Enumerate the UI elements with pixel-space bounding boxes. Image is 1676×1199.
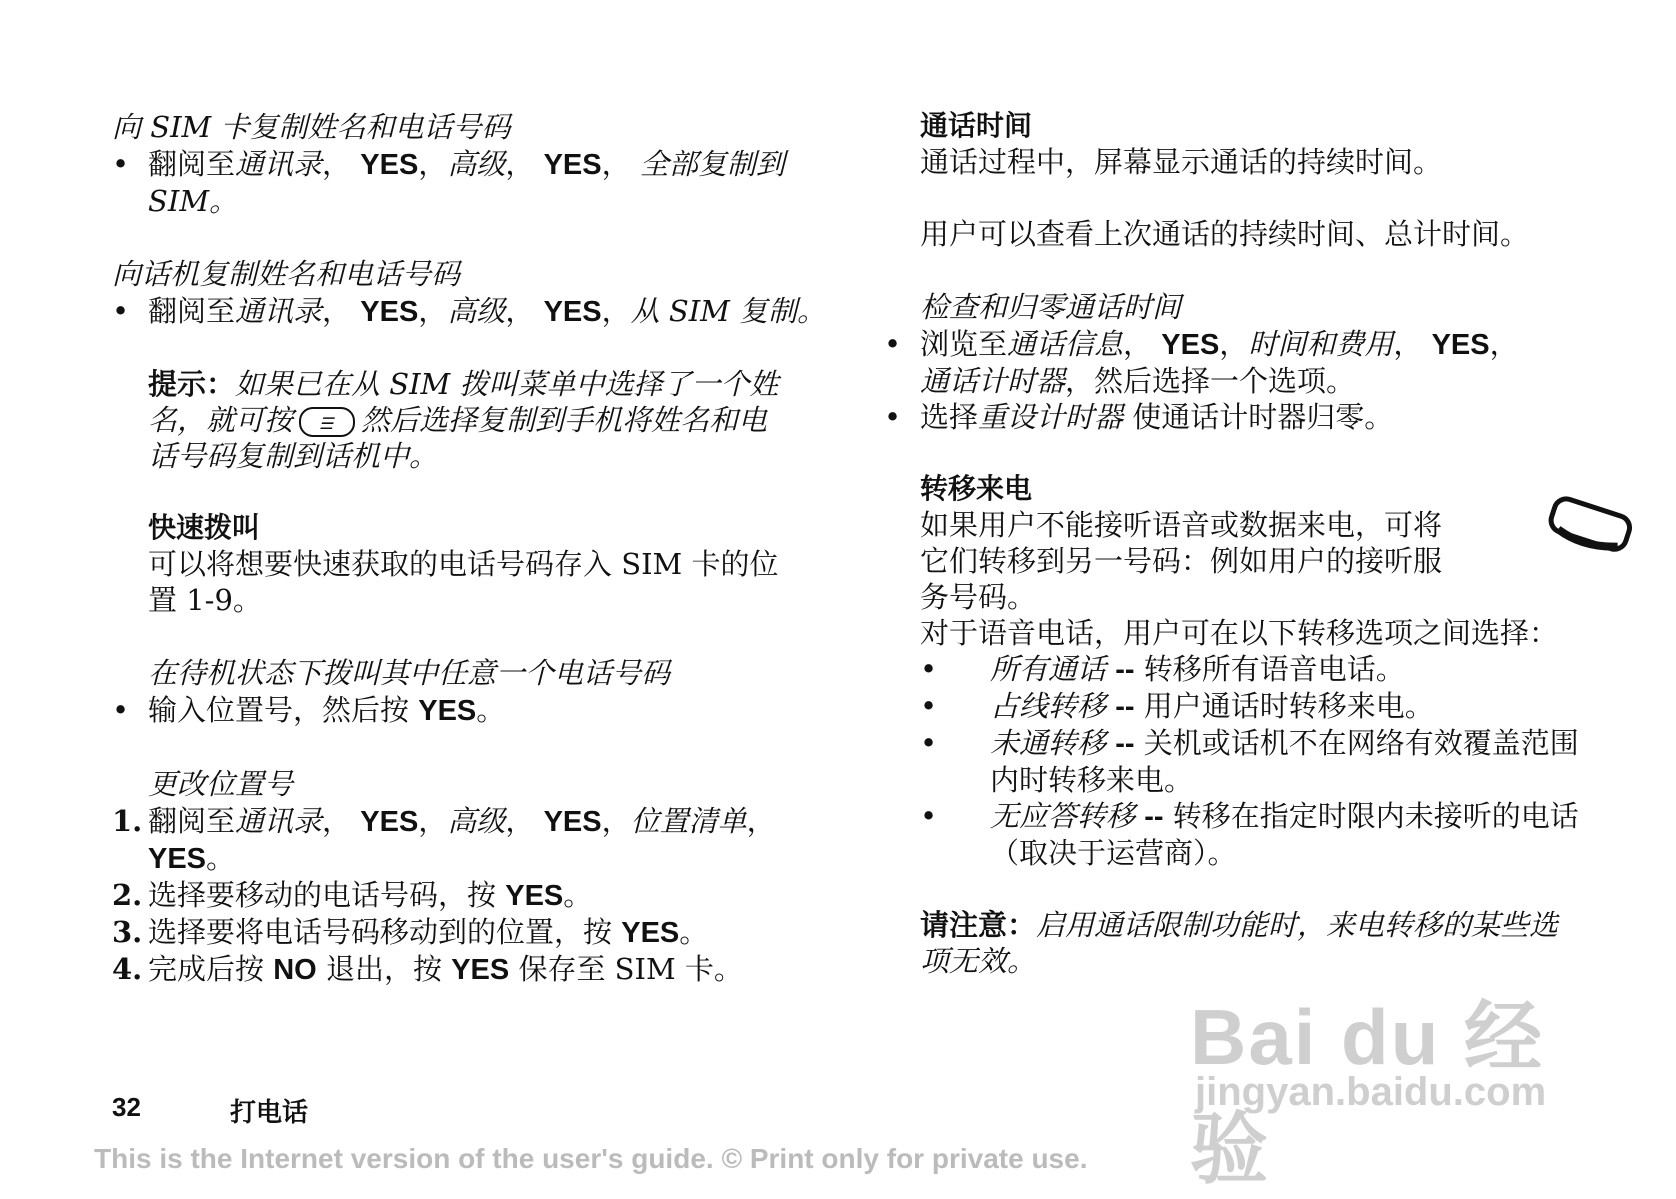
step-number: 3. [112, 915, 143, 949]
text: 转移在指定时限内未接听的电话 [1172, 799, 1579, 833]
section-title-change-position: 更改位置号 [148, 767, 294, 801]
text: 保存至 SIM 卡。 [518, 952, 743, 986]
yes-key-label: YES [360, 806, 419, 838]
text: 选择要将电话号码移动到的位置，按 [148, 915, 613, 949]
sep: ， [322, 804, 352, 838]
yes-key-label: YES [1161, 329, 1220, 361]
list-item [112, 146, 862, 183]
option-no-reply: 无应答转移 [990, 799, 1136, 833]
watermark-url: jingyan.baidu.com [1195, 1070, 1547, 1114]
list-item-continuation: SIM。 [148, 184, 239, 218]
note-label: 请注意： [920, 908, 1037, 942]
tip-label: 提示： [148, 367, 236, 401]
text: 。 [206, 841, 236, 875]
text: 输入位置号，然后按 [148, 693, 410, 727]
list-item [112, 692, 862, 729]
text: 翻阅至 [148, 294, 236, 328]
paragraph: 它们转移到另一号码：例如用户的接听服 [920, 544, 1443, 578]
sep: ， [746, 804, 776, 838]
step-number: 2. [112, 878, 143, 912]
sep: ， [322, 294, 352, 328]
sep: ， [601, 294, 631, 328]
text: 选择 [920, 400, 979, 434]
yes-key-label: YES [505, 880, 564, 912]
option-all-calls: 所有通话 [990, 652, 1107, 686]
list-item [112, 293, 862, 330]
paragraph: 务号码。 [920, 580, 1037, 614]
menu-path-copy-from-sim: 从 SIM 复制。 [630, 294, 827, 328]
menu-key-icon [299, 407, 355, 437]
text: 翻阅至 [148, 804, 236, 838]
text: 浏览至 [920, 327, 1008, 361]
section-title-speed-dial: 快速拨叫 [148, 511, 261, 544]
text: 。 [476, 693, 506, 727]
text: 退出，按 [325, 952, 442, 986]
paragraph: 用户可以查看上次通话的持续时间、总计时间。 [920, 217, 1530, 251]
section-title-copy-to-sim: 向 SIM 卡复制姓名和电话号码 [112, 110, 511, 144]
list-item-continuation: 内时转移来电。 [990, 763, 1194, 797]
page-number: 32 [112, 1092, 141, 1122]
list-item [884, 326, 1640, 363]
menu-path-call-info: 通话信息 [1007, 327, 1124, 361]
sep: ， [601, 147, 631, 181]
tip-text: 如果已在从 SIM 拨叫菜单中选择了一个姓 [235, 367, 779, 401]
tip [112, 366, 862, 402]
step-4 [112, 951, 862, 988]
watermark-brand: Bai du 经验 [1190, 993, 1545, 1193]
list-item [920, 725, 1640, 762]
tip-text: 然后选择复制到手机将姓名和电 [361, 403, 768, 437]
tip-text: 名，就可按 [148, 403, 294, 437]
menu-path-time-cost: 时间和费用 [1248, 327, 1394, 361]
step-number: 4. [112, 952, 143, 986]
tip-line [112, 402, 862, 438]
watermark [1190, 955, 1590, 1193]
text: 用户通话时转移来电。 [1143, 689, 1434, 723]
step-1 [112, 803, 862, 840]
menu-path-copy-all: 全部复制到 [639, 147, 785, 181]
sep: ， [1219, 327, 1249, 361]
menu-path-reset-timer: 重设计时器 [978, 400, 1124, 434]
step-1-continuation [112, 840, 862, 877]
note [920, 907, 1640, 943]
right-column [920, 108, 1640, 979]
note-line: 项无效。 [920, 944, 1037, 978]
section-title-copy-to-phone: 向话机复制姓名和电话号码 [112, 257, 461, 291]
text: 使通话计时器归零。 [1132, 400, 1394, 434]
text: 完成后按 [148, 952, 265, 986]
option-busy: 占线转移 [990, 689, 1107, 723]
sep: ， [601, 804, 631, 838]
sep: ， [1123, 327, 1153, 361]
text: 翻阅至 [148, 147, 236, 181]
sep: ， [322, 147, 352, 181]
yes-key-label: YES [543, 296, 602, 328]
paragraph: 如果用户不能接听语音或数据来电，可将 [920, 508, 1443, 542]
section-title-divert: 转移来电 [920, 472, 1033, 505]
yes-key-label: YES [451, 954, 510, 986]
menu-path-position-list: 位置清单 [630, 804, 747, 838]
menu-path-advanced: 高级 [447, 804, 506, 838]
list-item [920, 798, 1640, 835]
yes-key-label: YES [543, 806, 602, 838]
step-2 [112, 877, 862, 914]
yes-key-label: YES [360, 149, 419, 181]
dash: -- [1115, 654, 1135, 686]
disclaimer: This is the Internet version of the user's guide. © Print only for private use. [94, 1143, 1088, 1174]
text: 。 [679, 915, 709, 949]
sep: ， [505, 294, 535, 328]
menu-path-contacts: 通讯录 [235, 294, 323, 328]
list-item [884, 399, 1640, 435]
dash: -- [1115, 728, 1135, 760]
text: 。 [563, 878, 593, 912]
text: 转移所有语音电话。 [1143, 652, 1405, 686]
section-title-standby-call: 在待机状态下拨叫其中任意一个电话号码 [148, 656, 671, 690]
sep: ， [505, 804, 535, 838]
yes-key-label: YES [543, 149, 602, 181]
section-title-check-reset: 检查和归零通话时间 [920, 290, 1182, 324]
tip-line: 话号码复制到话机中。 [148, 439, 439, 473]
section-title-call-time: 通话时间 [920, 109, 1033, 142]
menu-path-advanced: 高级 [447, 147, 506, 181]
dash: -- [1144, 801, 1164, 833]
chapter-title: 打电话 [230, 1098, 309, 1128]
sep: ， [418, 804, 448, 838]
option-not-reachable: 未通转移 [990, 726, 1107, 760]
sep: ， [1489, 327, 1519, 361]
list-item [920, 688, 1640, 725]
paragraph: 对于语音电话，用户可在以下转移选项之间选择： [920, 616, 1559, 650]
step-3 [112, 914, 862, 951]
sep: ， [418, 294, 448, 328]
yes-key-label: YES [148, 843, 207, 875]
left-column [112, 108, 862, 988]
sep: ， [418, 147, 448, 181]
step-number: 1. [112, 804, 143, 838]
sep: ， [505, 147, 535, 181]
sep: ， [1393, 327, 1423, 361]
list-item-continuation [920, 363, 1640, 399]
text: 选择要移动的电话号码，按 [148, 878, 497, 912]
yes-key-label: YES [1431, 329, 1490, 361]
yes-key-label: YES [418, 695, 477, 727]
paragraph: 通话过程中，屏幕显示通话的持续时间。 [920, 145, 1443, 179]
menu-path-contacts: 通讯录 [235, 804, 323, 838]
paragraph: 置 1-9。 [148, 583, 262, 617]
list-item-continuation: （取决于运营商）。 [990, 836, 1237, 870]
yes-key-label: YES [360, 296, 419, 328]
phone-icon [1545, 495, 1635, 555]
menu-path-advanced: 高级 [447, 294, 506, 328]
dash: -- [1115, 691, 1135, 723]
paragraph: 可以将想要快速获取的电话号码存入 SIM 卡的位 [148, 547, 779, 581]
list-item [920, 651, 1640, 688]
no-key-label: NO [273, 954, 317, 986]
text: 关机或话机不在网络有效覆盖范围 [1143, 726, 1579, 760]
menu-path-contacts: 通讯录 [235, 147, 323, 181]
menu-path-call-timer: 通话计时器 [920, 364, 1066, 398]
note-text: 启用通话限制功能时，来电转移的某些选 [1036, 908, 1559, 942]
yes-key-label: YES [621, 917, 680, 949]
text: ，然后选择一个选项。 [1065, 364, 1356, 398]
